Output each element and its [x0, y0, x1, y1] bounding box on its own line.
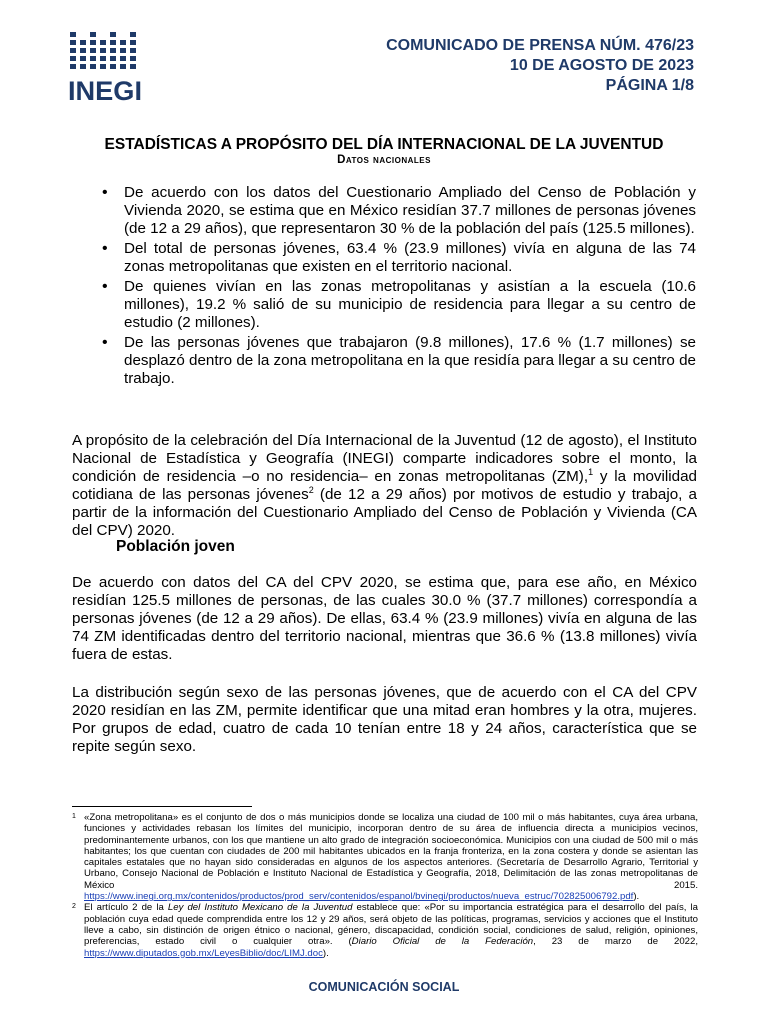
footnote-ref-2[interactable]: 2 [308, 484, 314, 495]
gazette-title: Diario Oficial de la Federación [351, 936, 534, 948]
footnote-text: «Zona metropolitana» es el conjunto de dos o más municipios donde se localiza una ciudad de 100 mil o más habitantes, cuya área urbana, funciones y actividades rebasan los límites del municipio, incorporan dentro de su área de influencia directa a municipios vecinos, predominantemente urbanos, con los que mantiene un alto grado de integración socioeconómica. Municipios con una ciudad de 500 mil o más habitantes; los que cuentan con ciudades de 200 mil habitantes ubicados en la franja fronteriza, en la zona costera y donde se asientan las capitales estatales que no hayan sido consideradas en algunos de los aspectos anteriores. (Secretaría de Desarrollo Agrario, Territorial y Urbano, Consejo Nacional de Población e Instituto Nacional de Estadística y Geografía, 2018, Delimitación de las zonas metropolitanas de México 2015. [84, 812, 698, 891]
highlight-item: • De quienes vivían en las zonas metropolitanas y asistían a la escuela (10.6 millones), 19.2 % salió de su municipio de residencia para llegar a su centro de estudio (2 millones). [96, 278, 696, 332]
footnote-number: 2 [72, 903, 76, 911]
footnote-number: 1 [72, 813, 76, 820]
footnote-text: ). [633, 891, 640, 903]
footnote-text: ). [322, 947, 329, 959]
footnote-ref-1[interactable]: 1 [588, 466, 594, 477]
inegi-logo-mark [68, 30, 144, 102]
document-title: ESTADÍSTICAS A PROPÓSITO DEL DÍA INTERNACIONAL DE LA JUVENTUD [104, 136, 664, 153]
section-heading: Población joven [116, 538, 235, 555]
highlights-list [96, 184, 696, 390]
footnote-text: El artículo 2 de la [84, 902, 168, 914]
press-release-number: COMUNICADO DE PRENSA NÚM. 476/23 [386, 37, 694, 54]
intro-text: (de 12 a 29 años) por motivos de estudio y trabajo, a partir de la información del Cuestionario Ampliado del Censo de Población y Vivienda (CA del CPV) 2020. [72, 486, 697, 539]
document-subtitle: Datos nacionales [337, 154, 431, 166]
highlight-item: • De las personas jóvenes que trabajaron (9.8 millones), 17.6 % (1.7 millones) se desplazó dentro de la zona metropolitana en la que residía para llegar a su centro de trabajo. [96, 334, 696, 388]
body-paragraph-2: La distribución según sexo de las personas jóvenes, que de acuerdo con el CA del CPV 2020 residían en las ZM, permite identificar que una mitad eran hombres y la otra, mujeres. Por grupos de edad, cuatro de cada 10 tenían entre 18 y 24 años, característica que se repite según sexo. [72, 684, 697, 755]
body-paragraph-1: De acuerdo con datos del CA del CPV 2020, se estima que, para ese año, en México residían 125.5 millones de personas, de las cuales 30.0 % (37.7 millones) correspondía a personas jóvenes (de 12 a 29 años). De ellas, 63.4 % (23.9 millones) vivía en alguna de las 74 ZM identificadas dentro del territorio nacional, mientras que 36.6 % (13.8 millones) vivía fuera de estas. [72, 574, 697, 663]
page-indicator: PÁGINA 1/8 [605, 77, 694, 94]
footer-label: COMUNICACIÓN SOCIAL [308, 980, 460, 994]
footnote-link[interactable]: https://www.diputados.gob.mx/LeyesBiblio/doc/LIMJ.doc [84, 947, 323, 959]
footnote-1 [72, 812, 698, 902]
highlight-item: • De acuerdo con los datos del Cuestionario Ampliado del Censo de Población y Vivienda 2020, se estima que en México residían 37.7 millones de personas jóvenes (de 12 a 29 años), que representaron 30 % de la población del país (125.5 millones). [96, 184, 696, 238]
footnote-divider [72, 806, 252, 807]
footnote-2 [72, 902, 698, 958]
intro-paragraph [72, 432, 697, 540]
intro-text: A propósito de la celebración del Día Internacional de la Juventud (12 de agosto), el Instituto Nacional de Estadística y Geografía (INEGI) comparte indicadores sobre el monto, la condición de residencia –o no residencia– en zonas metropolitanas (ZM), [72, 432, 697, 485]
highlight-item: • Del total de personas jóvenes, 63.4 % (23.9 millones) vivía en alguna de las 74 zonas metropolitanas que existen en el territorio nacional. [96, 240, 696, 276]
footnote-link[interactable]: https://www.inegi.org.mx/contenidos/productos/prod_serv/contenidos/espanol/bvinegi/productos/nueva_estruc/702825006792.pdf [84, 891, 634, 903]
footnote-text: establece que: «Por su importancia estratégica para el desarrollo del país, la población cuya edad quede comprendida entre los 12 y 29 años, será objeto de las políticas, programas, servicios y acciones que el Instituto lleve a cabo, sin distinción de origen étnico o nacional, género, discapacidad, condición social, condiciones de salud, religión, opiniones, preferencias, estado civil o cualquier otra». ( [84, 902, 698, 948]
footnotes [72, 812, 698, 959]
press-release-date: 10 DE AGOSTO DE 2023 [509, 57, 694, 74]
inegi-logo [68, 30, 144, 102]
press-release-header [386, 36, 694, 96]
intro-text: y la movilidad cotidiana de las personas jóvenes [72, 468, 697, 503]
law-title: Ley del Instituto Mexicano de la Juventud [167, 902, 353, 914]
inegi-logo-text: INEGI [68, 76, 142, 102]
footnote-text: , 23 de marzo de 2022, [533, 936, 698, 948]
